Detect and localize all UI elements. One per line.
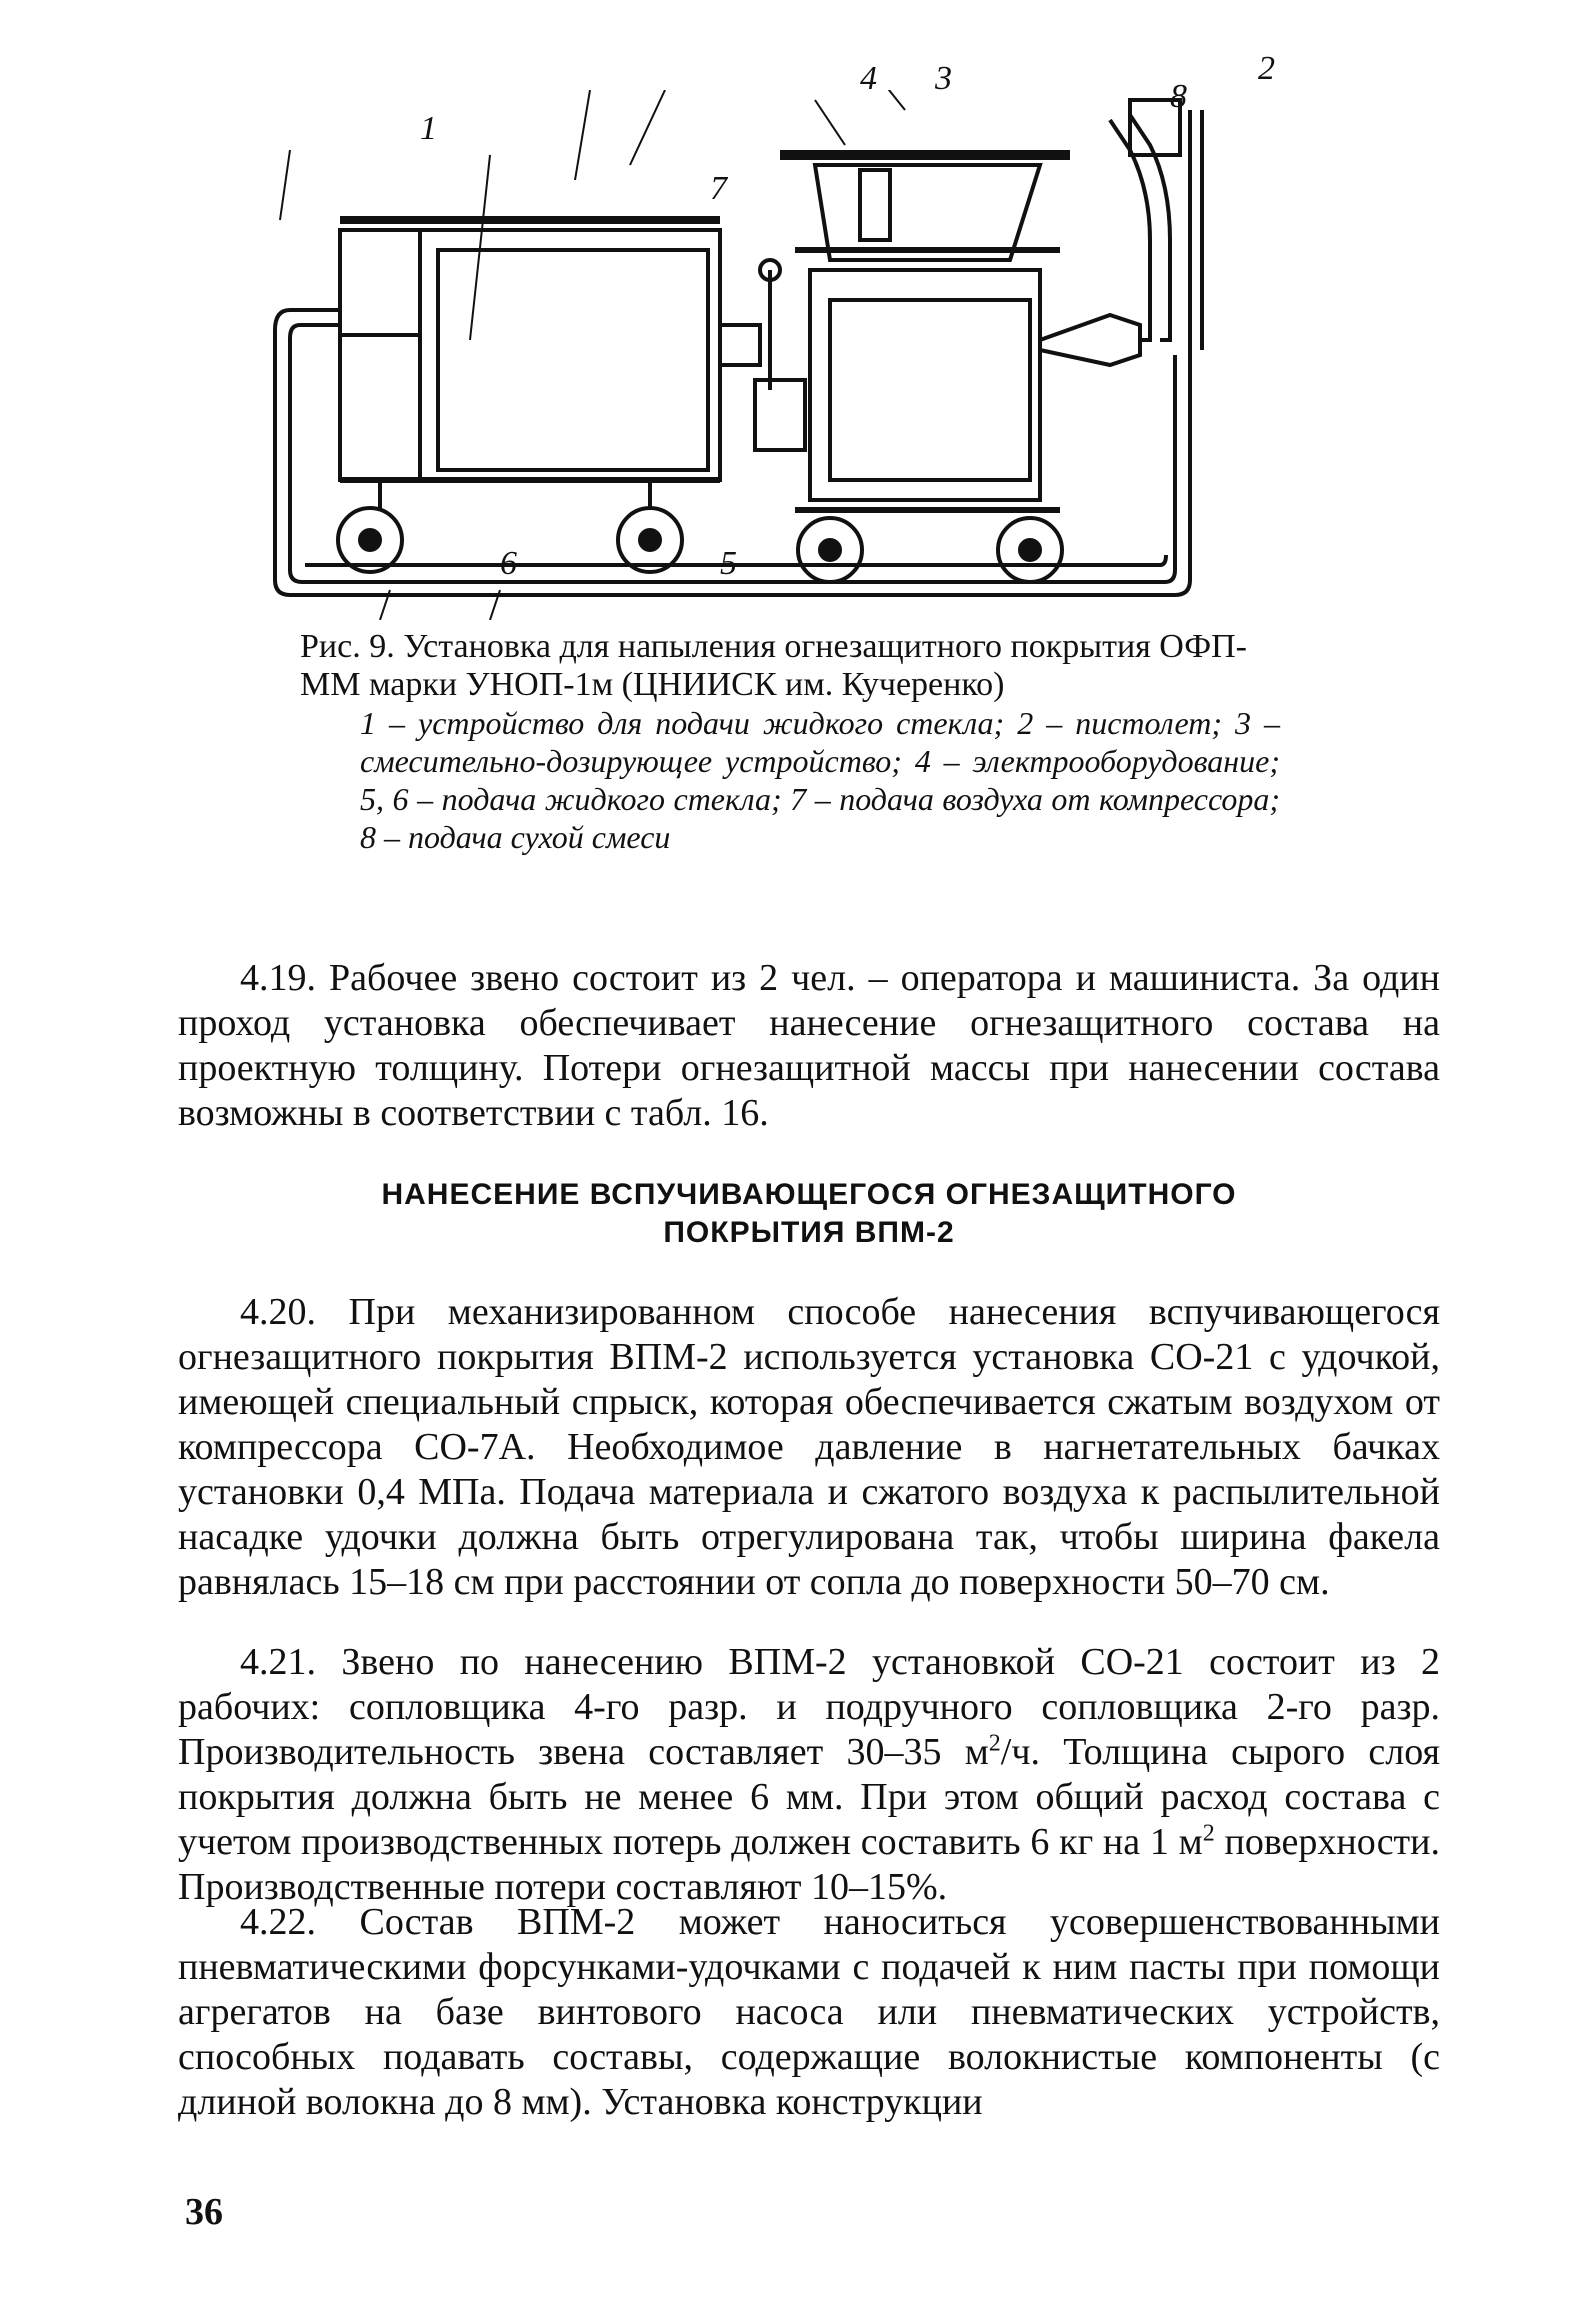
paragraph-4-21-text-a: 4.21. Звено по нанесению ВПМ-2 установкой СО-21 состоит из 2 рабочих: сопловщика 4-го разр. и подручного сопловщика 2-го разр. Производительность звена составляет 30–35 м (178, 1641, 1440, 1773)
paragraph-4-21-text-b: /ч. Толщина сырого слоя покрытия должна быть не менее 6 мм. При этом общий расход состава с учетом производственных потерь должен составить 6 кг на 1 м (178, 1731, 1441, 1863)
callout-4: 4 (860, 60, 877, 97)
installation-diagram (270, 90, 1350, 620)
paragraph-4-22-text: 4.22. Состав ВПМ-2 может наноситься усовершенствованными пневматическими форсунками-удочками с подачей к ним пасты при помощи агрегатов на базе винтового насоса или пневматических устройств, способных подавать составы, содержащие волокнистые компоненты (с длиной волокна до 8 мм). Установка конструкции (178, 1901, 1440, 2123)
paragraph-4-22 (178, 1900, 1440, 2125)
paragraph-4-20-text: 4.20. При механизированном способе нанесения вспучивающегося огнезащитного покрытия ВПМ-2 используется установка СО-21 с удочкой, имеющей специальный спрыск, которая обеспечивается сжатым воздухом от компрессора СО-7А. Необходимое давление в нагнетательных бачках установки 0,4 МПа. Подача материала и сжатого воздуха к распылительной насадке удочки должна быть отрегулирована так, чтобы ширина факела равнялась 15–18 см при расстоянии от сопла до поверхности 50–70 см. (178, 1291, 1440, 1603)
caption-legend: 1 – устройство для подачи жидкого стекла; 2 – пистолет; 3 – смесительно-дозирующее устройство; 4 – электрооборудование; 5, 6 – подача жидкого стекла; 7 – подача воздуха от компрессора; 8 – подача сухой смеси (360, 705, 1280, 855)
paragraph-4-21-text-c: поверхности. Производственные потери составляют 10–15%. (178, 1821, 1441, 1908)
callout-7: 7 (710, 170, 727, 207)
figure-installation-drawing (270, 50, 1350, 620)
paragraph-4-19 (178, 956, 1440, 1136)
callout-8: 8 (1170, 78, 1187, 115)
section-heading (178, 1176, 1440, 1252)
figure-caption (300, 628, 1280, 856)
callout-5: 5 (720, 545, 737, 582)
section-heading-line-2: ПОКРЫТИЯ ВПМ-2 (663, 1216, 955, 1249)
callout-6: 6 (500, 545, 517, 582)
superscript-m2-b: 2 (1202, 1820, 1215, 1847)
paragraph-4-21 (178, 1640, 1440, 1910)
callout-2: 2 (1258, 50, 1275, 87)
caption-title: Рис. 9. Установка для напыления огнезащитного покрытия ОФП-ММ марки УНОП-1м (ЦНИИСК им. Кучеренко) (300, 628, 1248, 703)
superscript-m2-a: 2 (988, 1730, 1001, 1757)
section-heading-line-1: НАНЕСЕНИЕ ВСПУЧИВАЮЩЕГОСЯ ОГНЕЗАЩИТНОГО (381, 1178, 1237, 1211)
mixing-dosing-unit (810, 270, 1040, 500)
callout-1: 1 (420, 110, 437, 147)
callout-3: 3 (935, 60, 952, 97)
page-number: 36 (185, 2191, 223, 2233)
paragraph-4-20 (178, 1290, 1440, 1605)
paragraph-4-19-text: 4.19. Рабочее звено состоит из 2 чел. – оператора и машиниста. За один проход установка обеспечивает нанесение огнезащитного состава на проектную толщину. Потери огнезащитной массы при нанесении состава возможны в соответствии с табл. 16. (178, 957, 1440, 1134)
liquid-glass-tank (340, 230, 720, 480)
